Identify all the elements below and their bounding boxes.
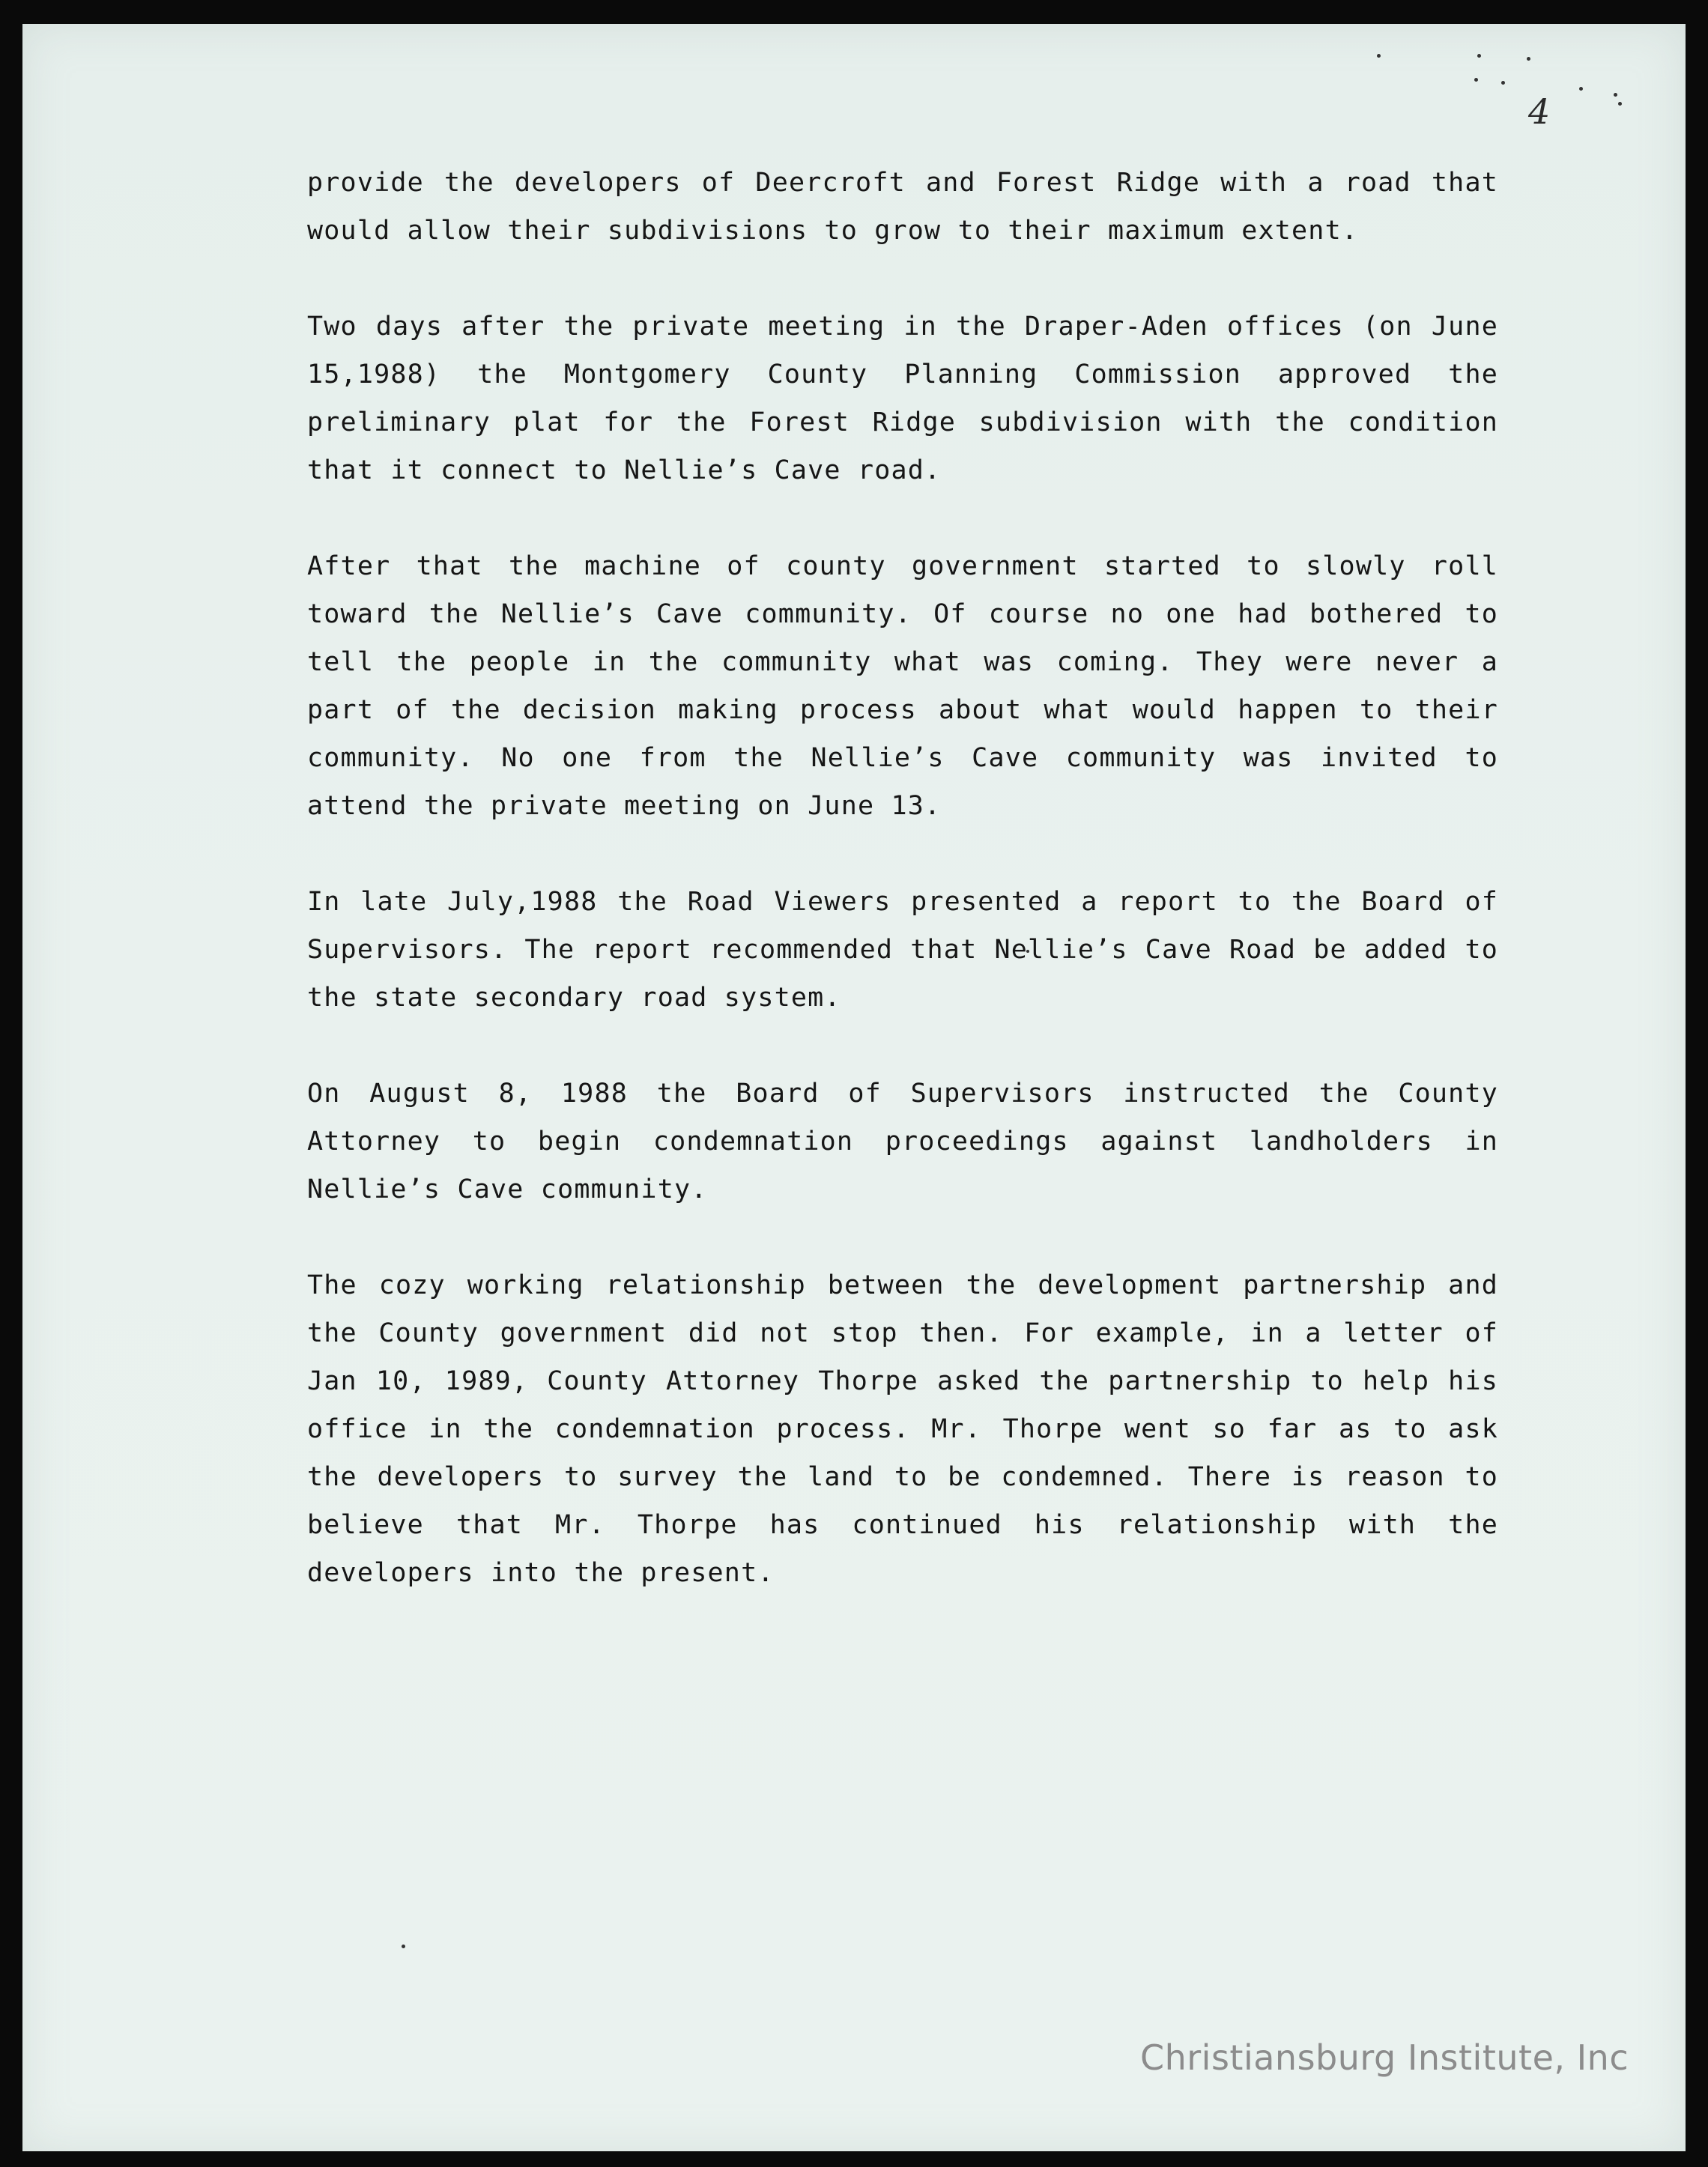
ink-speck — [1477, 54, 1481, 58]
ink-speck — [1618, 102, 1622, 106]
document-body — [307, 159, 1498, 1645]
watermark-text: Christiansburg Institute, Inc — [1140, 2037, 1629, 2078]
ink-speck — [1579, 87, 1583, 91]
paragraph: provide the developers of Deercroft and Forest Ridge with a road that would allow their subdivisions to grow to their maximum extent. — [307, 168, 1498, 246]
paragraph: In late July,1988 the Road Viewers presented a report to the Board of Supervisors. The report recommended that Nellie’s Cave Road be added to the state secondary road system. — [307, 887, 1498, 1013]
paragraph: Two days after the private meeting in the Draper-Aden offices (on June 15,1988) the Montgomery County Planning Commission approved the preliminary plat for the Forest Ridge subdivision with the condition that it connect to Nellie’s Cave road. — [307, 312, 1498, 485]
ink-speck — [402, 1945, 405, 1948]
ink-speck — [1377, 54, 1381, 58]
ink-speck — [1501, 81, 1505, 85]
ink-speck — [1614, 93, 1617, 97]
ink-speck — [1474, 78, 1478, 82]
handwritten-page-number: 4 — [1528, 91, 1551, 132]
paragraph: The cozy working relationship between the development partnership and the County government did not stop then. For example, in a letter of Jan 10, 1989, County Attorney Thorpe asked the partnership to help his office in the condemnation process. Mr. Thorpe went so far as to ask the developers to survey the land to be condemned. There is reason to believe that Mr. Thorpe has continued his relationship with the developers into the present. — [307, 1270, 1498, 1588]
paragraph: After that the machine of county government started to slowly roll toward the Nellie’s Cave community. Of course no one had bothered to tell the people in the community what was coming. They were never a part of the decision making process about what would happen to their community. No one from the Nellie’s Cave community was invited to attend the private meeting on June 13. — [307, 551, 1498, 821]
paragraph: On August 8, 1988 the Board of Supervisors instructed the County Attorney to begin condemnation proceedings against landholders in Nellie’s Cave community. — [307, 1079, 1498, 1204]
ink-speck — [1527, 57, 1530, 61]
